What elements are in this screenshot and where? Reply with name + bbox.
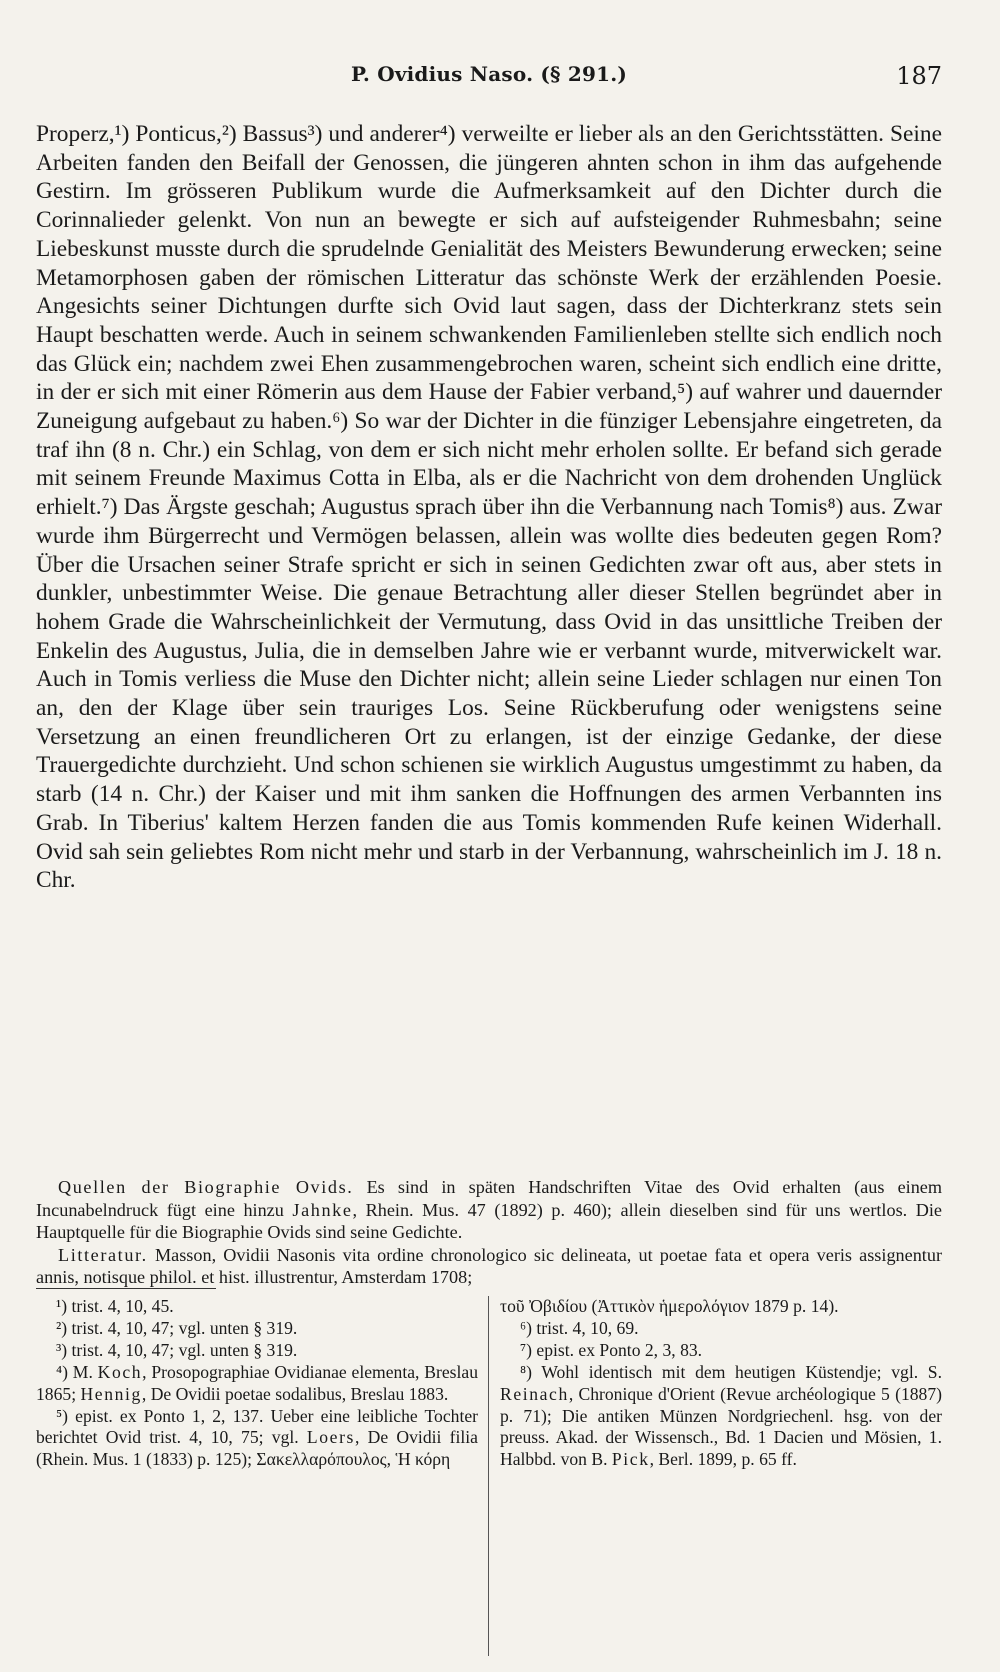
literature-heading: Litteratur. xyxy=(58,1244,148,1265)
literature-text: Masson, Ovidii Nasonis vita ordine chronologico sic delineata, ut poetae fata et opera veris assignentur annis, notisque philol. et hist. illustrentur, Amsterdam 1708; xyxy=(36,1244,942,1287)
bibliography-section xyxy=(36,1176,942,1289)
sources-text-b: , Rhein. Mus. 47 (1892) p. 460); allein dieselben sind für uns wertlos. Die Hauptquelle für die Biographie Ovids sind seine Gedichte. xyxy=(36,1199,943,1242)
footnote-4-author-2: Hennig xyxy=(80,1383,142,1404)
footnote-2: ²) trist. 4, 10, 47; vgl. unten § 319. xyxy=(56,1317,298,1338)
footnote-5 xyxy=(36,1406,478,1472)
footnotes-left-column xyxy=(36,1296,478,1471)
footnotes-right-column xyxy=(500,1296,942,1471)
footnote-4-author-1: Koch xyxy=(97,1361,143,1382)
literature-paragraph xyxy=(36,1244,942,1289)
footnote-3: ³) trist. 4, 10, 47; vgl. unten § 319. xyxy=(56,1339,298,1360)
footnote-4-a: ⁴) M. xyxy=(56,1361,98,1382)
page-number: 187 xyxy=(896,62,942,90)
footnote-5-author: Loers xyxy=(306,1427,355,1448)
footnote-5-a: ⁵) epist. ex Ponto 1, 2, 137. Ueber eine leibliche Tochter berichtet Ovid trist. 4, 10, 75; vgl. xyxy=(36,1405,478,1448)
footnote-1: ¹) trist. 4, 10, 45. xyxy=(56,1296,174,1316)
footnote-6: ⁶) trist. 4, 10, 69. xyxy=(520,1317,639,1338)
sources-text-a: Es sind in späten Handschriften Vitae des Ovid erhalten (aus einem Incunabelndruck fügt eine hinzu xyxy=(36,1177,943,1220)
book-page xyxy=(36,0,942,1672)
footnote-4-c: , De Ovidii poetae sodalibus, Breslau 1883. xyxy=(141,1383,449,1404)
footnote-8 xyxy=(500,1362,942,1472)
footnote-8-author-2: Pick xyxy=(611,1449,650,1470)
running-head: P. Ovidius Naso. (§ 291.) xyxy=(350,62,628,86)
sources-author: Jahnke xyxy=(292,1199,353,1220)
page-header xyxy=(36,62,942,98)
footnote-8-b: , Chronique d'Orient (Revue archéologique 5 (1887) p. 71); Die antiken Münzen Nordgriechenl. hsg. von der preuss. Akad. der Wissensch., Bd. 1 Dacien und Mösien, 1. Halbbd. von B. xyxy=(500,1383,942,1470)
footnote-7: ⁷) epist. ex Ponto 2, 3, 83. xyxy=(520,1339,703,1360)
footnote-5-b: , De Ovidii filia (Rhein. Mus. 1 (1833) p. 125); Σακελλαρόπουλος, Ἡ κόρη xyxy=(36,1427,478,1470)
main-text xyxy=(36,120,942,895)
footnotes xyxy=(36,1296,942,1658)
footnote-5-continued: τοῦ Ὀβιδίου (Ἀττικὸν ἡμερολόγιον 1879 p. 14). xyxy=(500,1296,839,1316)
footnote-4 xyxy=(36,1362,478,1406)
footnote-rule xyxy=(36,1288,216,1289)
body-paragraph: Properz,¹) Ponticus,²) Bassus³) und anderer⁴) verweilte er lieber als an den Gerichtsstätten. Seine Arbeiten fanden den Beifall der Genossen, die jüngeren ahnten schon in ihm das aufgehende Gestirn. Im grösseren Publikum wurde die Aufmerksamkeit auf den Dichter durch die Corinnalieder gelenkt. Von nun an bewegte er sich auf aufsteigender Ruhmesbahn; seine Liebeskunst musste durch die sprudelnde Genialität des Meisters Bewunderung erwecken; seine Metamorphosen gaben der römischen Litteratur das schönste Werk der erzählenden Poesie. Angesichts seiner Dichtungen durfte sich Ovid laut sagen, dass der Dichterkranz stets sein Haupt beschatten werde. Auch in seinem schwankenden Familienleben stellte sich endlich noch das Glück ein; nachdem zwei Ehen zusammengebrochen waren, scheint sich endlich eine dritte, in der er sich mit einer Römerin aus dem Hause der Fabier verband,⁵) auf wahrer und dauernder Zuneigung aufgebaut zu haben.⁶) So war der Dichter in die fünziger Lebensjahre eingetreten, da traf ihn (8 n. Chr.) ein Schlag, von dem er sich nicht mehr erholen sollte. Er befand sich gerade mit seinem Freunde Maximus Cotta in Elba, als er die Nachricht von dem drohenden Unglück erhielt.⁷) Das Ärgste geschah; Augustus sprach über ihn die Verbannung nach Tomis⁸) aus. Zwar wurde ihm Bürgerrecht und Vermögen belassen, allein was wollte dies bedeuten gegen Rom? Über die Ursachen seiner Strafe spricht er sich in seinen Gedichten zwar oft aus, aber stets in dunkler, unbestimmter Weise. Die genaue Betrachtung aller dieser Stellen begründet aber in hohem Grade die Wahrscheinlichkeit der Vermutung, dass Ovid in das unsittliche Treiben der Enkelin des Augustus, Julia, die in demselben Jahre wie er verbannt wurde, mitverwickelt war. Auch in Tomis verliess die Muse den Dichter nicht; allein seine Lieder schlagen nur einen Ton an, den der Klage über sein trauriges Los. Seine Rückberufung oder wenigstens seine Versetzung an einen freundlicheren Ort zu erlangen, ist der einzige Gedanke, der diese Trauergedichte durchzieht. Und schon schienen sie wirklich Augustus umgestimmt zu haben, da starb (14 n. Chr.) der Kaiser und mit ihm sanken die Hoffnungen des armen Verbannten ins Grab. In Tiberius' kaltem Herzen fanden die aus Tomis kommenden Rufe keinen Widerhall. Ovid sah sein geliebtes Rom nicht mehr und starb in der Verbannung, wahrscheinlich im J. 18 n. Chr. xyxy=(36,121,942,894)
sources-paragraph xyxy=(36,1176,942,1244)
footnote-8-c: , Berl. 1899, p. 65 ff. xyxy=(649,1449,797,1470)
column-divider xyxy=(488,1296,489,1656)
sources-heading: Quellen der Biographie Ovids. xyxy=(58,1177,354,1197)
footnote-8-a: ⁸) Wohl identisch mit dem heutigen Küstendje; vgl. S. xyxy=(520,1361,942,1382)
footnote-4-b: , Prosopographiae Ovidianae elementa, Breslau 1865; xyxy=(36,1361,478,1404)
footnote-8-author-1: Reinach xyxy=(500,1383,569,1404)
